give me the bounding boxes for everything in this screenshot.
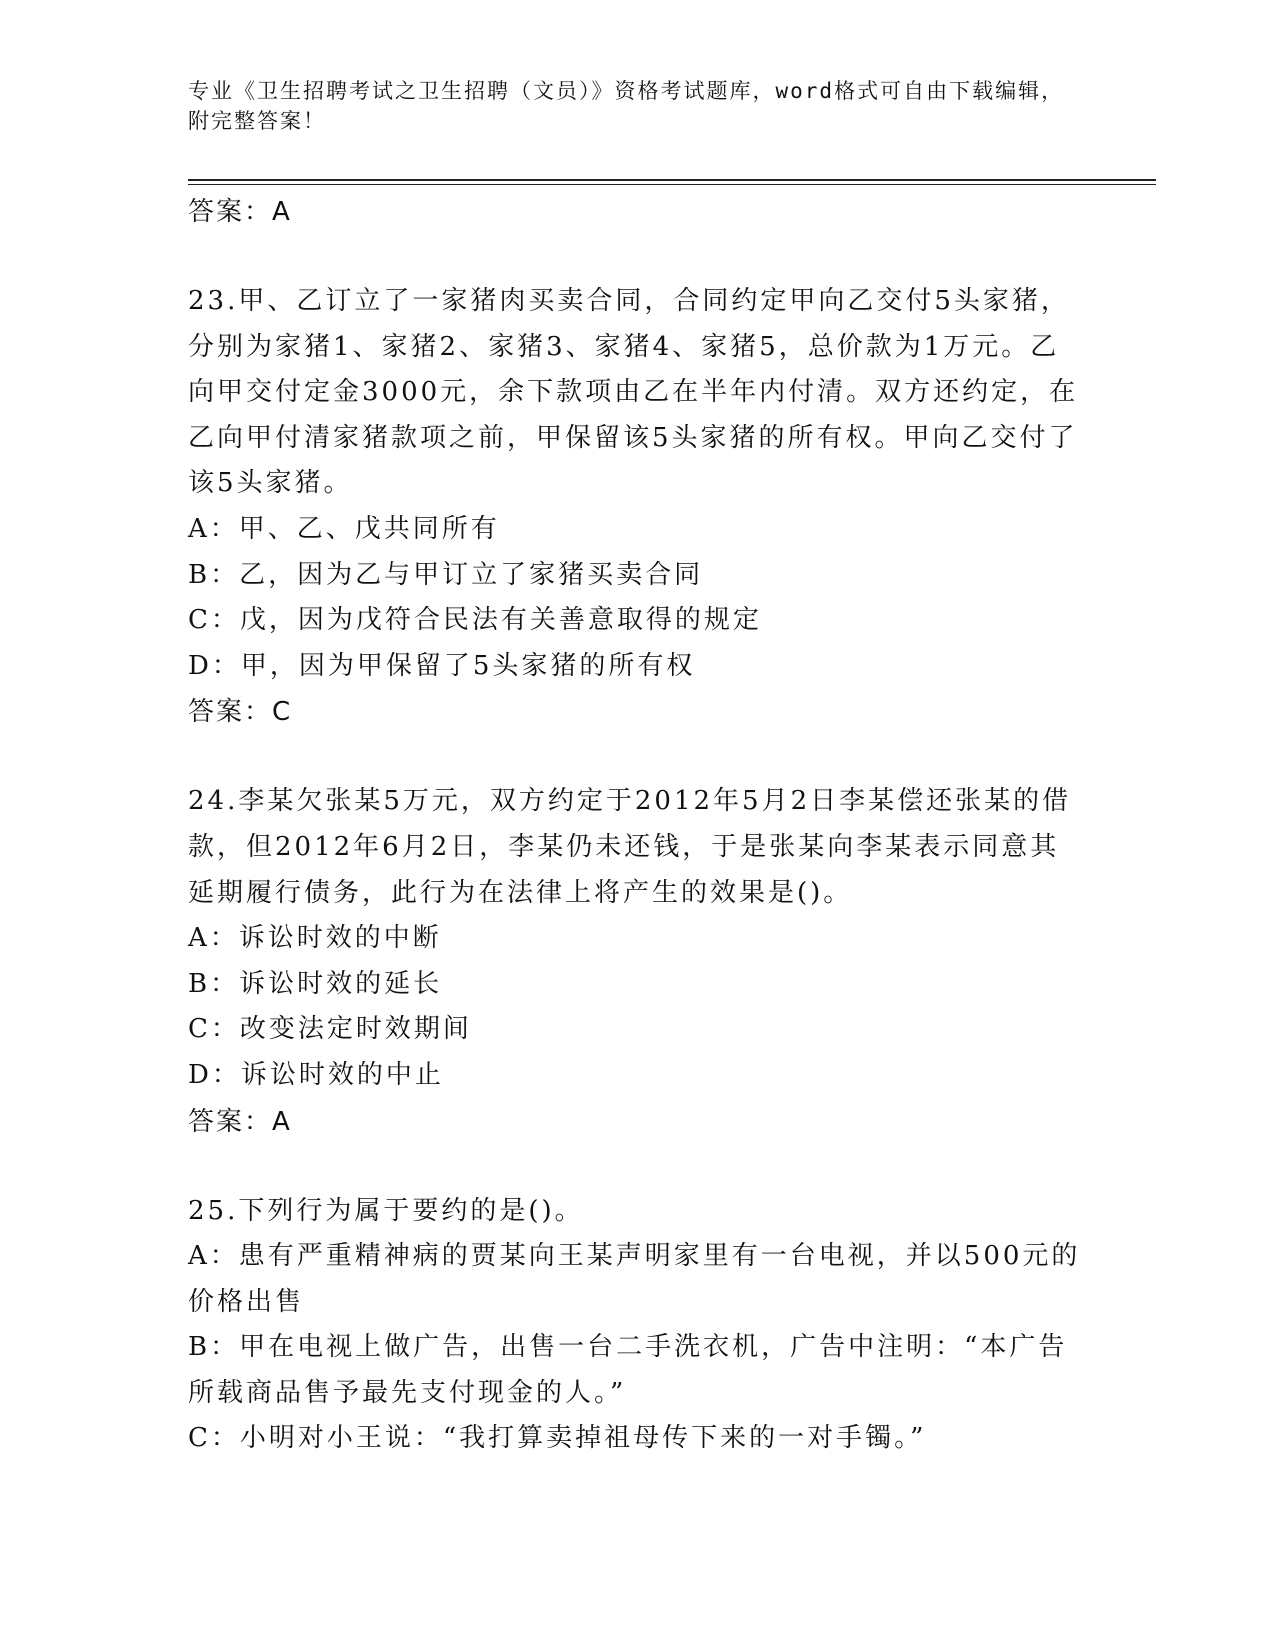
- answer-line: 答案：A: [188, 197, 292, 227]
- option-d: D：诉讼时效的中止: [188, 1059, 444, 1090]
- option-a: A：甲、乙、戊共同所有: [188, 513, 500, 544]
- answer-line: 答案：C: [188, 697, 293, 728]
- spacer: [188, 735, 1088, 779]
- spacer: [188, 1145, 1088, 1189]
- header-divider-thin: [188, 184, 1156, 185]
- document-header: 专业《卫生招聘考试之卫生招聘（文员）》资格考试题库，word格式可自由下载编辑，附完整答案！: [188, 79, 1065, 133]
- question-stem: 25.下列行为属于要约的是()。: [188, 1195, 584, 1226]
- question-23: [188, 279, 1088, 735]
- question-25: [188, 1189, 1088, 1463]
- question-stem: 24.李某欠张某5万元，双方约定于2012年5月2日李某偿还张某的借款，但2012年6月2日，李某仍未还钱，于是张某向李某表示同意其延期履行债务，此行为在法律上将产生的效果是()。: [188, 786, 1072, 908]
- option-b: B：乙，因为乙与甲订立了家猪买卖合同: [188, 559, 704, 590]
- question-24: [188, 779, 1088, 1144]
- question-content: [188, 189, 1088, 1462]
- option-d: D：甲，因为甲保留了5头家猪的所有权: [188, 650, 696, 681]
- option-a: A：诉讼时效的中断: [188, 923, 442, 954]
- option-c: C：小明对小王说：“我打算卖掉祖母传下来的一对手镯。”: [188, 1423, 927, 1454]
- answer-line: 答案：A: [188, 1106, 292, 1137]
- option-c: C：戊，因为戊符合民法有关善意取得的规定: [188, 605, 762, 636]
- option-b: B：诉讼时效的延长: [188, 968, 443, 999]
- spacer: [188, 235, 1088, 279]
- option-b: B：甲在电视上做广告，出售一台二手洗衣机，广告中注明：“本广告所载商品售予最先支付现金的人。”: [188, 1332, 1068, 1408]
- option-c: C：改变法定时效期间: [188, 1014, 472, 1045]
- option-a: A：患有严重精神病的贾某向王某声明家里有一台电视，并以500元的价格出售: [188, 1241, 1081, 1317]
- question-stem: 23.甲、乙订立了一家猪肉买卖合同，合同约定甲向乙交付5头家猪，分别为家猪1、家猪2、家猪3、家猪4、家猪5，总价款为1万元。乙向甲交付定金3000元，余下款项由乙在半年内付清。双方还约定，在乙向甲付清家猪款项之前，甲保留该5头家猪的所有权。甲向乙交付了该5头家猪。: [188, 286, 1079, 499]
- header-divider-thick: [188, 179, 1156, 181]
